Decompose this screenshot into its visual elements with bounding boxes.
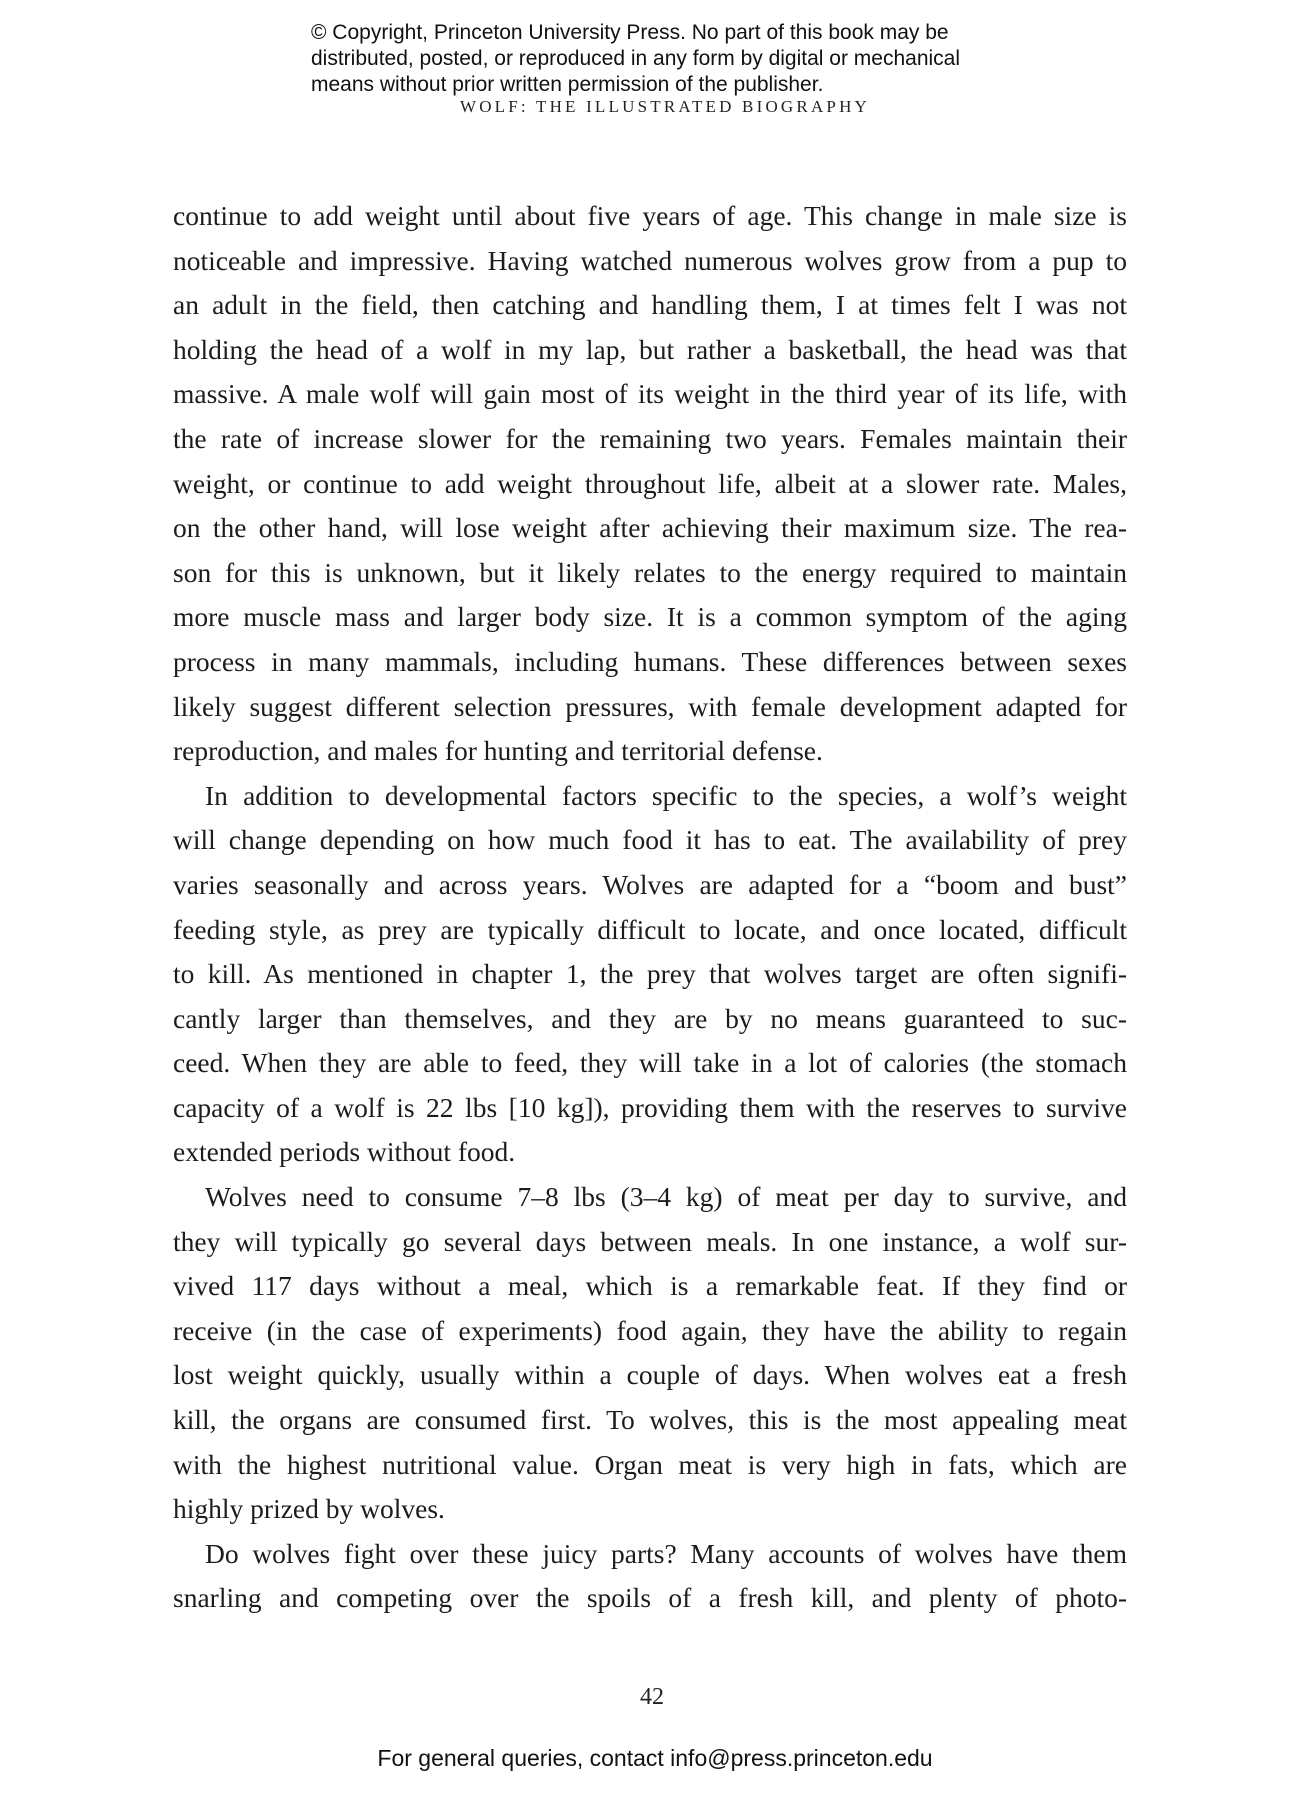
footer-contact: For general queries, contact info@press.princeton.edu [377,1745,933,1771]
text-line: holding the head of a wolf in my lap, but rather a basketball, the head was that [173,333,1127,365]
text-line: lost weight quickly, usually within a couple of days. When wolves eat a fresh [173,1359,1127,1391]
copyright-line: means without prior written permission of the publisher. [311,73,824,96]
text-line: capacity of a wolf is 22 lbs [10 kg]), providing them with the reserves to survive [173,1091,1127,1123]
text-line: on the other hand, will lose weight after achieving their maximum size. The rea- [173,512,1127,544]
text-line: son for this is unknown, but it likely relates to the energy required to maintain [173,556,1127,588]
paragraph [173,1532,1127,1621]
copyright-notice [311,20,1031,98]
paragraph [173,194,1127,774]
text-line: snarling and competing over the spoils of a fresh kill, and plenty of photo- [173,1582,1127,1614]
text-line: noticeable and impressive. Having watched numerous wolves grow from a pup to [173,244,1127,276]
text-line: will change depending on how much food it has to eat. The availability of prey [173,824,1127,856]
paragraph [173,1175,1127,1532]
text-line: Do wolves fight over these juicy parts? Many accounts of wolves have them [205,1537,1127,1569]
text-line: receive (in the case of experiments) food again, they have the ability to regain [173,1314,1127,1346]
running-head: WOLF: THE ILLUSTRATED BIOGRAPHY [459,97,871,116]
text-line: highly prized by wolves. [173,1493,445,1525]
text-line: weight, or continue to add weight throughout life, albeit at a slower rate. Males, [173,467,1127,499]
text-line: extended periods without food. [173,1136,516,1168]
text-line: an adult in the field, then catching and handling them, I at times felt I was not [173,289,1127,321]
text-line: the rate of increase slower for the remaining two years. Females maintain their [173,422,1127,454]
text-line: process in many mammals, including humans. These differences between sexes [173,645,1127,677]
text-line: feeding style, as prey are typically difficult to locate, and once located, difficult [173,913,1127,945]
copyright-line: © Copyright, Princeton University Press. No part of this book may be [311,21,949,44]
text-line: kill, the organs are consumed first. To wolves, this is the most appealing meat [173,1404,1127,1436]
text-line: reproduction, and males for hunting and territorial defense. [173,735,823,767]
text-line: likely suggest different selection pressures, with female development adapted for [173,690,1127,722]
paragraph [173,774,1127,1175]
text-line: to kill. As mentioned in chapter 1, the prey that wolves target are often signifi- [173,958,1127,990]
body-text [173,194,1127,1621]
text-line: ceed. When they are able to feed, they will take in a lot of calories (the stomach [173,1047,1127,1079]
text-line: Wolves need to consume 7–8 lbs (3–4 kg) of meat per day to survive, and [205,1181,1127,1213]
text-line: massive. A male wolf will gain most of its weight in the third year of its life, with [173,378,1127,410]
text-line: In addition to developmental factors specific to the species, a wolf’s weight [205,779,1127,811]
text-line: they will typically go several days between meals. In one instance, a wolf sur- [173,1225,1127,1257]
copyright-line: distributed, posted, or reproduced in any form by digital or mechanical [311,47,961,70]
text-line: with the highest nutritional value. Organ meat is very high in fats, which are [173,1448,1127,1480]
text-line: vived 117 days without a meal, which is a remarkable feat. If they find or [173,1270,1127,1302]
text-line: varies seasonally and across years. Wolves are adapted for a “boom and bust” [173,868,1127,900]
text-line: continue to add weight until about five years of age. This change in male size is [173,200,1127,231]
text-line: cantly larger than themselves, and they are by no means guaranteed to suc- [173,1002,1127,1034]
text-line: more muscle mass and larger body size. It is a common symptom of the aging [173,601,1127,633]
page-number: 42 [640,1684,664,1710]
